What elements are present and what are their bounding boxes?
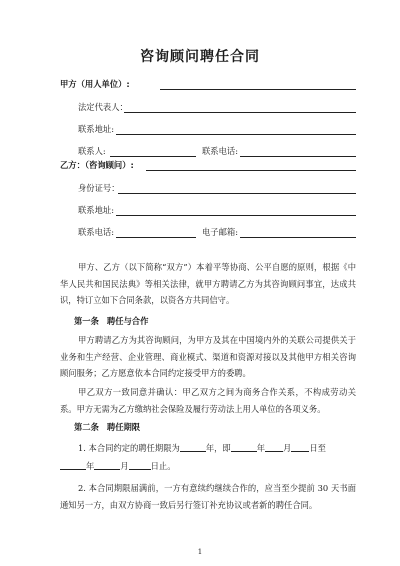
party-b-phone-blank [116, 237, 196, 238]
party-b-address-label: 联系地址: [78, 205, 114, 215]
party-a-rep-label: 法定代表人： [78, 102, 128, 112]
party-b-id-label: 身份证号： [78, 183, 120, 193]
party-a-name-blank [160, 89, 356, 90]
article-1-paragraph-2: 甲乙双方一致同意并确认：甲乙双方之间为商务合作关系，不构成劳动关系。甲方无需为乙方缴纳社会保险及履行劳动法上用人单位的各项义务。 [60, 387, 356, 414]
clause-1-text-h: 日止。 [150, 461, 176, 471]
article-1-number: 第一条 [74, 316, 99, 326]
party-a-contact-blank [110, 156, 196, 157]
end-month-blank [94, 460, 120, 470]
article-2-clause-2: 2. 本合同期限届满前，一方有意续约继续合作的，应当至少提前 30 天书面通知另一方，由双方协商一致后另行签订补充协议或者新的聘任合同。 [60, 483, 356, 510]
term-years-blank [180, 442, 206, 452]
article-2-number: 第二条 [74, 422, 99, 432]
clause-1-text-g: 月 [120, 461, 129, 471]
article-1-paragraph-1: 甲方聘请乙方为其咨询顾问，为甲方及其在中国境内外的关联公司提供关于业务和生产经营、企业管理、商业模式、渠道和资源对接以及其他甲方相关咨询顾问服务；乙方愿意依本合同约定接受甲方的委聘。 [60, 335, 356, 379]
clause-1-text-a: 1. 本合同约定的聘任期限为 [78, 443, 180, 453]
clause-1-text-f: 年 [86, 461, 95, 471]
end-year-blank [60, 460, 86, 470]
end-day-blank [129, 460, 151, 470]
intro-paragraph: 甲方、乙方（以下简称“双方”）本着平等协商、公平自愿的原则，根据《中华人民共和国民法典》等相关法律，就甲方聘请乙方为其咨询顾问事宜，达成共识，特订立如下合同条款，以资各方共同信守。 [60, 262, 356, 306]
party-b-email-blank [240, 237, 356, 238]
article-2-clause-1-line-1 [78, 442, 326, 454]
party-a-rep-blank [124, 112, 356, 113]
clause-1-text-c: 年 [256, 443, 266, 453]
party-b-name-blank [146, 170, 356, 171]
start-day-blank [291, 442, 309, 452]
party-b-address-blank [116, 215, 356, 216]
party-a-address-blank [116, 134, 356, 135]
article-2-clause-1-line-2 [60, 460, 176, 472]
start-month-blank [265, 442, 283, 452]
page-number: 1 [197, 548, 203, 556]
party-b-heading: 乙方：（咨询顾问）: [60, 160, 134, 170]
document-title: 咨询顾问聘任合同 [140, 49, 260, 65]
party-a-phone-blank [240, 156, 356, 157]
party-b-id-blank [118, 193, 356, 194]
party-a-phone-label: 联系电话: [202, 146, 238, 156]
article-2-heading [74, 422, 140, 433]
party-a-address-label: 联系地址: [78, 124, 114, 134]
party-b-email-label: 电子邮箱: [202, 227, 238, 237]
start-year-blank [231, 442, 257, 452]
article-1-heading [74, 316, 148, 327]
party-a-heading: 甲方（用人单位）: [60, 79, 130, 89]
clause-1-text-b: 年，即 [205, 443, 231, 453]
party-a-contact-label: 联系人: [78, 146, 106, 156]
article-1-title: 聘任与合作 [106, 316, 149, 326]
article-2-title: 聘任期限 [106, 422, 141, 432]
clause-1-text-e: 日至 [309, 443, 326, 453]
party-b-phone-label: 联系电话: [78, 227, 114, 237]
clause-1-text-d: 月 [283, 443, 292, 453]
